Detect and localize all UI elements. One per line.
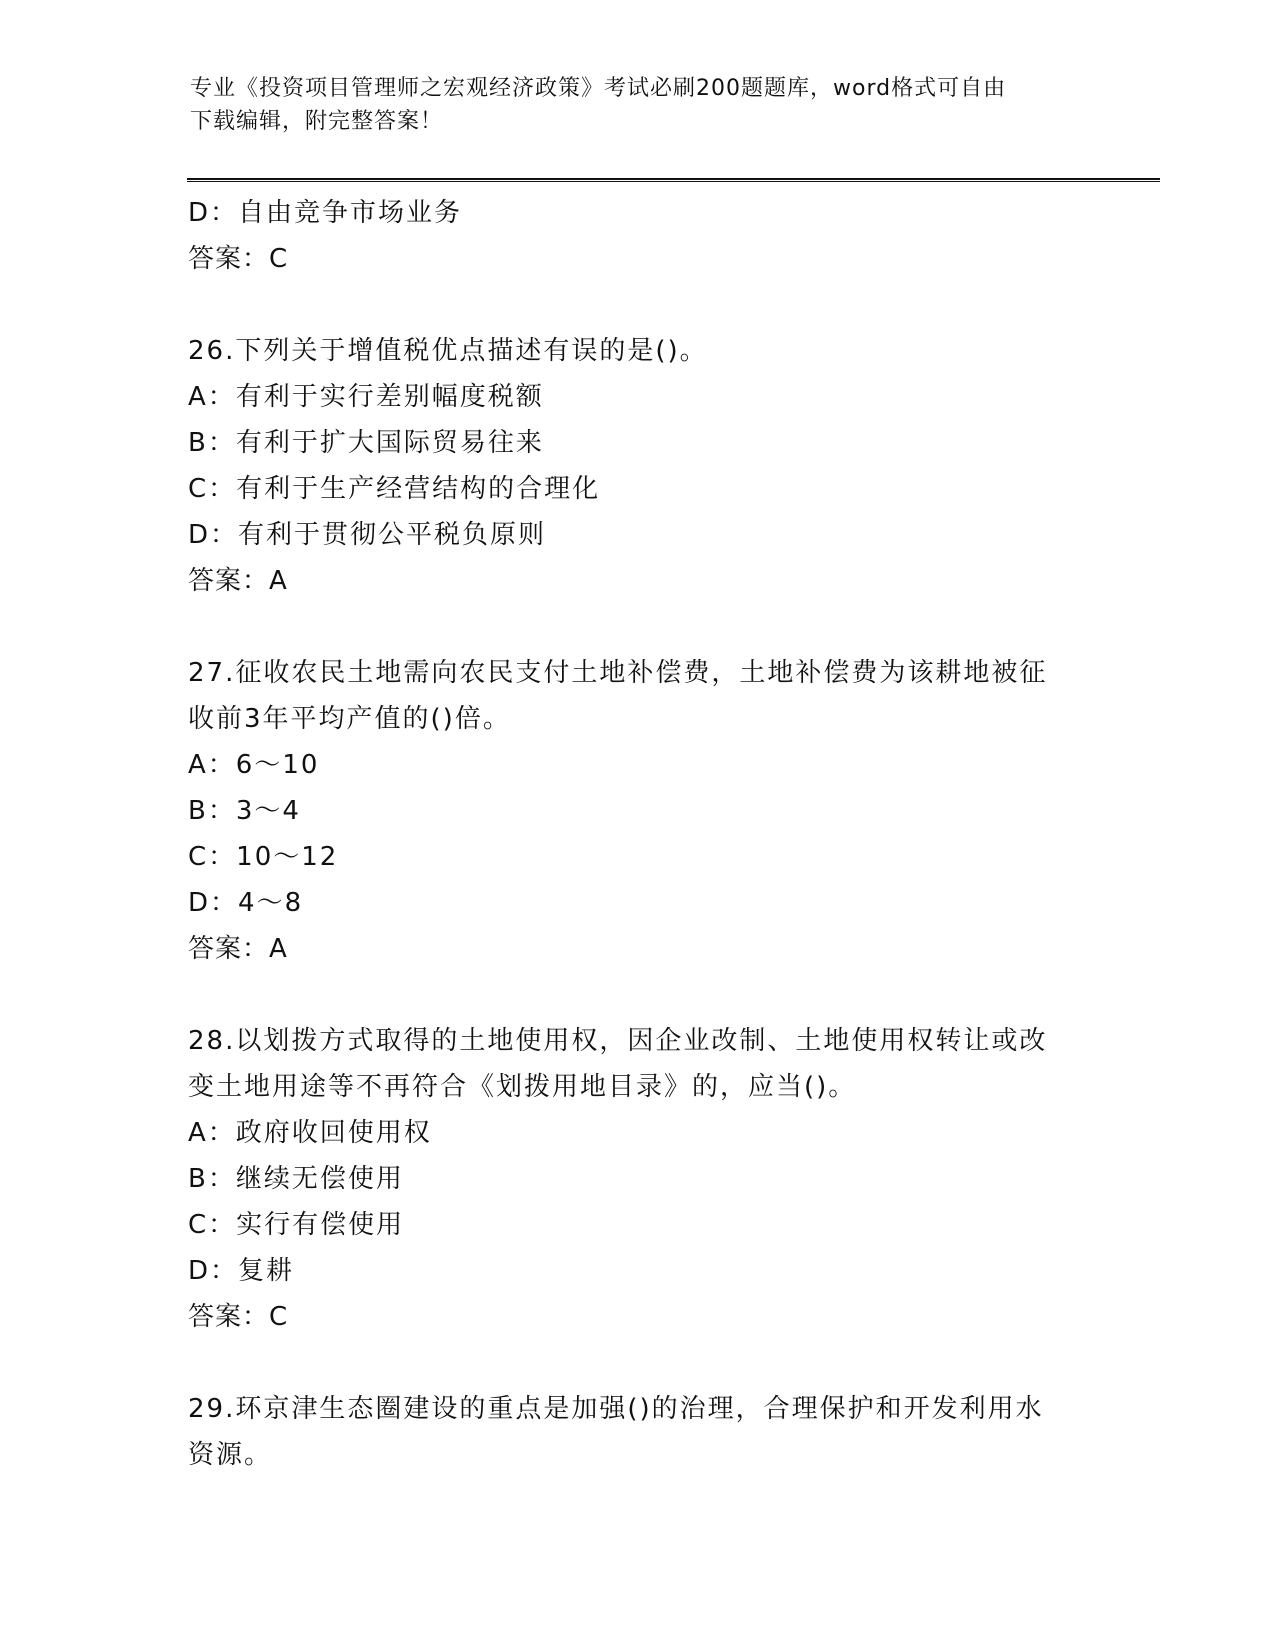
option-a: A：6～10 (188, 750, 320, 780)
option-a: A：有利于实行差别幅度税额 (188, 382, 544, 412)
header-divider (187, 178, 1160, 182)
answer: 答案：C (188, 244, 289, 274)
question-list (188, 190, 1088, 1478)
question-27 (188, 650, 1088, 972)
question-26 (188, 328, 1088, 604)
question-text-line-2: 变土地用途等不再符合《划拨用地目录》的，应当()。 (188, 1072, 857, 1102)
spacer (188, 1340, 1088, 1386)
option-b: B：有利于扩大国际贸易往来 (188, 428, 544, 458)
option-d: D：有利于贯彻公平税负原则 (188, 520, 547, 550)
header-line-2: 下载编辑，附完整答案！ (190, 109, 444, 134)
spacer (188, 282, 1088, 328)
question-text-line-1: 28.以划拨方式取得的土地使用权，因企业改制、土地使用权转让或改 (188, 1026, 1048, 1056)
option-a: A：政府收回使用权 (188, 1118, 432, 1148)
option-b: B：3～4 (188, 796, 301, 826)
option-d: D：复耕 (188, 1256, 295, 1286)
option-d: D：4～8 (188, 888, 304, 918)
question-25-tail (188, 190, 1088, 282)
question-text-line-2: 资源。 (188, 1440, 273, 1470)
answer: 答案：A (188, 566, 288, 596)
answer: 答案：A (188, 934, 288, 964)
question-text-line-1: 29.环京津生态圈建设的重点是加强()的治理，合理保护和开发利用水 (188, 1394, 1044, 1424)
option-b: B：继续无偿使用 (188, 1164, 404, 1194)
option-c: C：有利于生产经营结构的合理化 (188, 474, 601, 504)
document-header (190, 72, 1090, 138)
answer: 答案：C (188, 1302, 289, 1332)
option-c: C：10～12 (188, 842, 339, 872)
spacer (188, 972, 1088, 1018)
option-d: D：自由竞争市场业务 (188, 198, 463, 228)
header-line-1: 专业《投资项目管理师之宏观经济政策》考试必刷200题题库，word格式可自由 (190, 76, 1007, 101)
question-text: 26.下列关于增值税优点描述有误的是()。 (188, 336, 708, 366)
question-28 (188, 1018, 1088, 1340)
question-text-line-1: 27.征收农民土地需向农民支付土地补偿费，土地补偿费为该耕地被征 (188, 658, 1048, 688)
question-text-line-2: 收前3年平均产值的()倍。 (188, 704, 511, 734)
spacer (188, 604, 1088, 650)
question-29 (188, 1386, 1088, 1478)
option-c: C：实行有偿使用 (188, 1210, 405, 1240)
